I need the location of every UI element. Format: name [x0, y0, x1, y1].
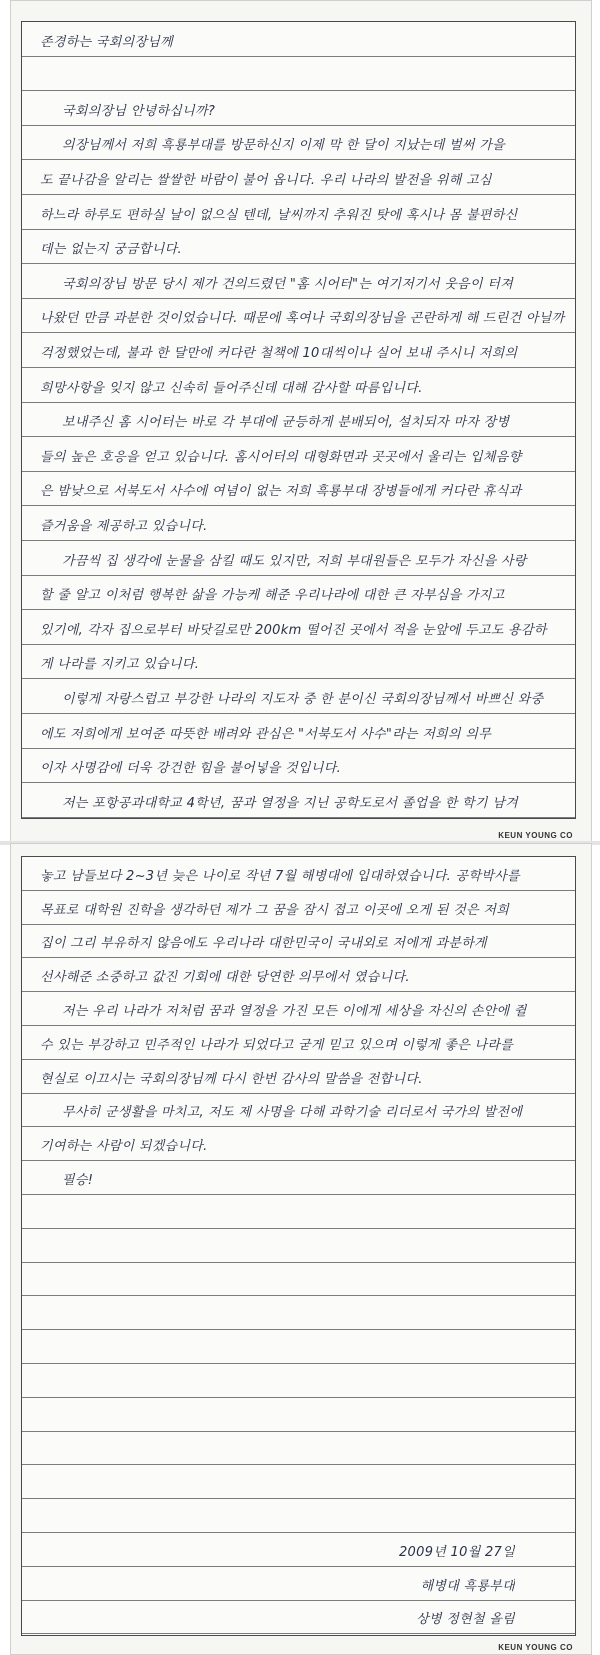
ruled-line	[22, 1094, 575, 1128]
ruled-line	[22, 1499, 575, 1533]
ruled-line	[22, 1229, 575, 1263]
handwritten-line-text: 집이 그리 부유하지 않음에도 우리나라 대한민국이 국내외로 저에게 과분하게	[40, 936, 487, 952]
ruled-line	[22, 299, 575, 334]
handwritten-line-text: 기여하는 사람이 되겠습니다.	[40, 1139, 208, 1155]
handwritten-line-text: 에도 저희에게 보여준 따뜻한 배려와 관심은 "서북도서 사수"라는 저희의 의무	[40, 726, 492, 742]
handwritten-line-text: 2009년 10월 27일	[398, 1544, 515, 1560]
handwritten-line-text: 데는 없는지 궁금합니다.	[40, 242, 182, 258]
ruled-line	[22, 1465, 575, 1499]
ruled-area-page-1	[21, 21, 576, 819]
ruled-line	[22, 1127, 575, 1161]
handwritten-line-text: 이렇게 자랑스럽고 부강한 나라의 지도자 중 한 분이신 국회의장님께서 바쁘신 와중	[62, 691, 544, 707]
ruled-line	[22, 645, 575, 680]
ruled-line	[22, 1601, 575, 1635]
handwritten-line-text: 선사해준 소중하고 값진 기회에 대한 당연한 의무에서 였습니다.	[40, 970, 410, 986]
handwritten-line-text: 가끔씩 집 생각에 눈물을 삼킬 때도 있지만, 저희 부대원들은 모두가 자신을 사랑	[62, 553, 527, 569]
ruled-line	[22, 714, 575, 749]
handwritten-line-text: 이자 사명감에 더욱 강건한 힘을 불어넣을 것입니다.	[40, 761, 342, 777]
ruled-line	[22, 403, 575, 438]
handwritten-line-text: 도 끝나감을 알리는 쌀쌀한 바람이 불어 옵니다. 우리 나라의 발전을 위해 고심	[40, 172, 492, 188]
handwritten-line-text: 저는 우리 나라가 저처럼 꿈과 열정을 가진 모든 이에게 세상을 자신의 손안에 쥘	[62, 1003, 527, 1019]
handwritten-line-text: 수 있는 부강하고 민주적인 나라가 되었다고 굳게 믿고 있으며 이렇게 좋은 나라를	[40, 1037, 514, 1053]
ruled-line	[22, 22, 575, 57]
ruled-line	[22, 610, 575, 645]
handwritten-line-text: 보내주신 홈 시어터는 바로 각 부대에 균등하게 분배되어, 설치되자 마자 장병	[62, 415, 510, 431]
handwritten-line-text: 게 나라를 지키고 있습니다.	[40, 657, 200, 673]
ruled-line	[22, 126, 575, 161]
ruled-line	[22, 1567, 575, 1601]
ruled-line	[22, 264, 575, 299]
ruled-line	[22, 1364, 575, 1398]
paper-maker-label-page-2: KEUN YOUNG CO	[498, 1643, 573, 1652]
ruled-line	[22, 91, 575, 126]
handwritten-line-text: 희망사항을 잊지 않고 신속히 들어주신데 대해 감사할 따름입니다.	[40, 380, 423, 396]
ruled-line	[22, 506, 575, 541]
handwritten-line-text: 즐거움을 제공하고 있습니다.	[40, 518, 208, 534]
ruled-line	[22, 857, 575, 891]
ruled-line	[22, 891, 575, 925]
handwritten-line-text: 해병대 흑룡부대	[420, 1578, 515, 1594]
handwritten-line-text: 무사히 군생활을 마치고, 저도 제 사명을 다해 과학기술 리더로서 국가의 발전에	[62, 1105, 523, 1121]
handwritten-line-text: 국회의장님 안녕하십니까?	[62, 103, 216, 119]
handwritten-line-text: 상병 정현철 올림	[416, 1612, 515, 1628]
ruled-line	[22, 1263, 575, 1297]
ruled-line	[22, 1330, 575, 1364]
ruled-line	[22, 1026, 575, 1060]
handwritten-line-text: 있기에, 각자 집으로부터 바닷길로만 200km 떨어진 곳에서 적을 눈앞에 두고도 용감하	[40, 622, 547, 638]
ruled-line	[22, 541, 575, 576]
ruled-line	[22, 230, 575, 265]
ruled-line	[22, 925, 575, 959]
ruled-line	[22, 1432, 575, 1466]
handwritten-line-text: 목표로 대학원 진학을 생각하던 제가 그 꿈을 잠시 접고 이곳에 오게 된 것은 저희	[40, 902, 510, 918]
ruled-line	[22, 1195, 575, 1229]
handwritten-line-text: 필승!	[62, 1172, 94, 1188]
handwritten-line-text: 의장님께서 저희 흑룡부대를 방문하신지 이제 막 한 달이 지났는데 벌써 가을	[62, 138, 505, 154]
handwritten-line-text: 할 줄 알고 이처럼 행복한 삶을 가능케 해준 우리나라에 대한 큰 자부심을 가지고	[40, 588, 505, 604]
ruled-line	[22, 1533, 575, 1567]
ruled-line	[22, 1161, 575, 1195]
handwritten-line-text: 국회의장님 방문 당시 제가 건의드렸던 "홈 시어터"는 여기저기서 웃음이 터져	[62, 276, 514, 292]
handwritten-line-text: 놓고 남들보다 2~3년 늦은 나이로 작년 7월 해병대에 입대하였습니다. 공학박사를	[40, 868, 520, 884]
handwritten-line-text: 나왔던 만큼 과분한 것이었습니다. 때문에 혹여나 국회의장님을 곤란하게 해 드린건 아닐까	[40, 311, 565, 327]
ruled-line	[22, 679, 575, 714]
ruled-line	[22, 992, 575, 1026]
ruled-line	[22, 958, 575, 992]
ruled-line	[22, 160, 575, 195]
handwritten-line-text: 하느라 하루도 편하실 날이 없으실 텐데, 날씨까지 추워진 탓에 혹시나 몸 불편하신	[40, 207, 518, 223]
ruled-line	[22, 195, 575, 230]
ruled-area-page-2	[21, 856, 576, 1636]
ruled-line	[22, 437, 575, 472]
ruled-line	[22, 1296, 575, 1330]
paper-maker-label-page-1: KEUN YOUNG CO	[498, 831, 573, 840]
handwritten-line-text: 들의 높은 호응을 얻고 있습니다. 홈시어터의 대형화면과 곳곳에서 울리는 입체음향	[40, 449, 522, 465]
ruled-line	[22, 472, 575, 507]
handwritten-line-text: 걱정했었는데, 불과 한 달만에 커다란 철책에 10대씩이나 실어 보내 주시니 저희의	[40, 345, 518, 361]
handwritten-line-text: 존경하는 국회의장님께	[40, 34, 174, 50]
ruled-line	[22, 333, 575, 368]
ruled-line	[22, 749, 575, 784]
handwritten-line-text: 은 밤낮으로 서북도서 사수에 여념이 없는 저희 흑룡부대 장병들에게 커다란 휴식과	[40, 484, 522, 500]
ruled-line	[22, 576, 575, 611]
letter-page-1	[10, 0, 592, 843]
handwritten-line-text: 저는 포항공과대학교 4학년, 꿈과 열정을 지닌 공학도로서 졸업을 한 학기 남겨	[62, 795, 518, 811]
ruled-line	[22, 57, 575, 92]
handwritten-line-text: 현실로 이끄시는 국회의장님께 다시 한번 감사의 말씀을 전합니다.	[40, 1071, 423, 1087]
ruled-line	[22, 1060, 575, 1094]
ruled-line	[22, 368, 575, 403]
ruled-line	[22, 1398, 575, 1432]
ruled-line	[22, 783, 575, 818]
letter-page-2	[10, 843, 592, 1655]
